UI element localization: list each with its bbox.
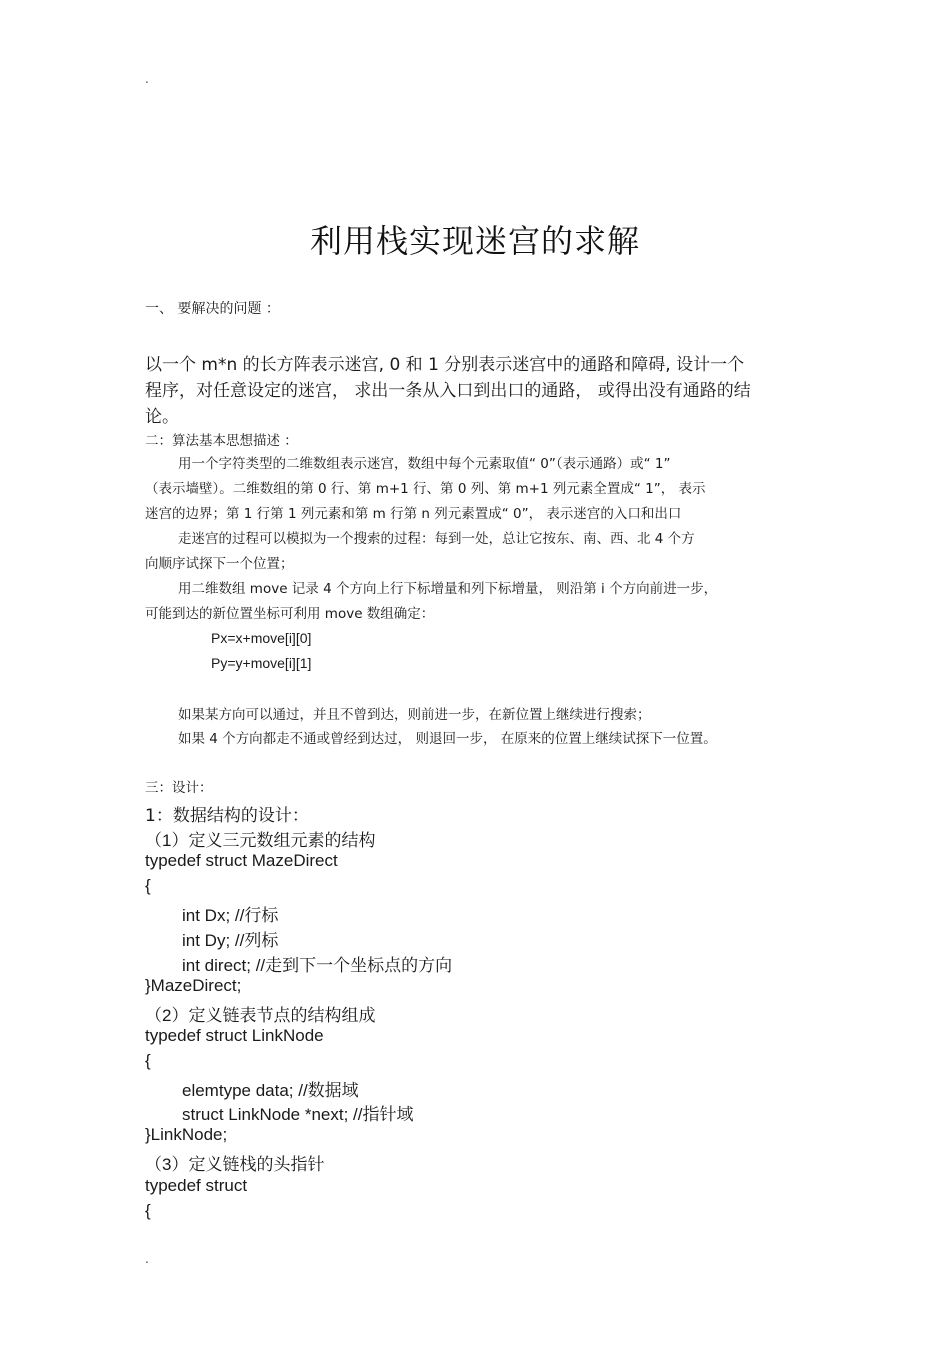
code-line-1: （1）定义三元数组元素的结构 <box>145 831 376 850</box>
code-line-16: { <box>145 1201 151 1220</box>
section3-sub1: 1：数据结构的设计： <box>145 806 309 826</box>
footer-dot: . <box>145 1252 149 1266</box>
section2-heading: 二：算法基本思想描述 ： <box>145 433 298 449</box>
formula-px: Px=x+move[i][0] <box>211 630 312 646</box>
code-line-4: int Dx; //行标 <box>182 906 279 925</box>
code-line-10: { <box>145 1051 151 1070</box>
code-line-11: elemtype data; //数据域 <box>182 1081 359 1100</box>
code-line-5: int Dy; //列标 <box>182 931 279 950</box>
section2-line-6: 用二维数组 move 记录 4 个方向上行下标增量和列下标增量， 则沿第 i 个方向前进一步， <box>178 581 718 597</box>
section2-line-2: （表示墙壁）。二维数组的第 0 行、第 m+1 行、第 0 列、第 m+1 列元素全置成“ 1”， 表示 <box>145 481 706 497</box>
code-line-3: { <box>145 876 151 895</box>
code-line-2: typedef struct MazeDirect <box>145 851 338 870</box>
code-line-9: typedef struct LinkNode <box>145 1026 324 1045</box>
code-line-13: }LinkNode; <box>145 1125 228 1144</box>
section3-heading: 三：设计： <box>145 780 213 796</box>
code-line-8: （2）定义链表节点的结构组成 <box>145 1006 376 1025</box>
section2-rule-1: 如果某方向可以通过，并且不曾到达，则前进一步，在新位置上继续进行搜索； <box>178 707 651 723</box>
code-line-14: （3）定义链栈的头指针 <box>145 1155 325 1174</box>
code-line-15: typedef struct <box>145 1176 248 1195</box>
code-line-6: int direct; //走到下一个坐标点的方向 <box>182 956 453 975</box>
page-title: 利用栈实现迷宫的求解 <box>309 222 640 260</box>
section1-line-2: 程序，对任意设定的迷宫， 求出一条从入口到出口的通路， 或得出没有通路的结 <box>145 381 751 401</box>
code-line-12: struct LinkNode *next; //指针域 <box>182 1105 414 1124</box>
formula-py: Py=y+move[i][1] <box>211 655 312 671</box>
code-line-7: }MazeDirect; <box>145 976 242 995</box>
section2-line-7: 可能到达的新位置坐标可利用 move 数组确定： <box>145 606 435 622</box>
section2-line-1: 用一个字符类型的二维数组表示迷宫，数组中每个元素取值“ 0”（表示通路）或“ 1” <box>178 456 671 472</box>
header-dot: . <box>145 72 149 86</box>
section2-line-4: 走迷宫的过程可以模拟为一个搜索的过程：每到一处，总让它按东、南、西、北 4 个方 <box>178 531 695 547</box>
section2-line-5: 向顺序试探下一个位置； <box>145 556 294 572</box>
section2-rule-2: 如果 4 个方向都走不通或曾经到达过， 则退回一步， 在原来的位置上继续试探下一位置。 <box>178 731 717 747</box>
section1-line-3: 论。 <box>145 407 179 427</box>
section1-heading: 一、 要解决的问题 ： <box>145 301 280 317</box>
section1-line-1: 以一个 m*n 的长方阵表示迷宫, 0 和 1 分别表示迷宫中的通路和障碍, 设计一个 <box>145 355 745 375</box>
section2-line-3: 迷宫的边界；第 1 行第 1 列元素和第 m 行第 n 列元素置成“ 0”， 表示迷宫的入口和出口 <box>145 506 682 522</box>
